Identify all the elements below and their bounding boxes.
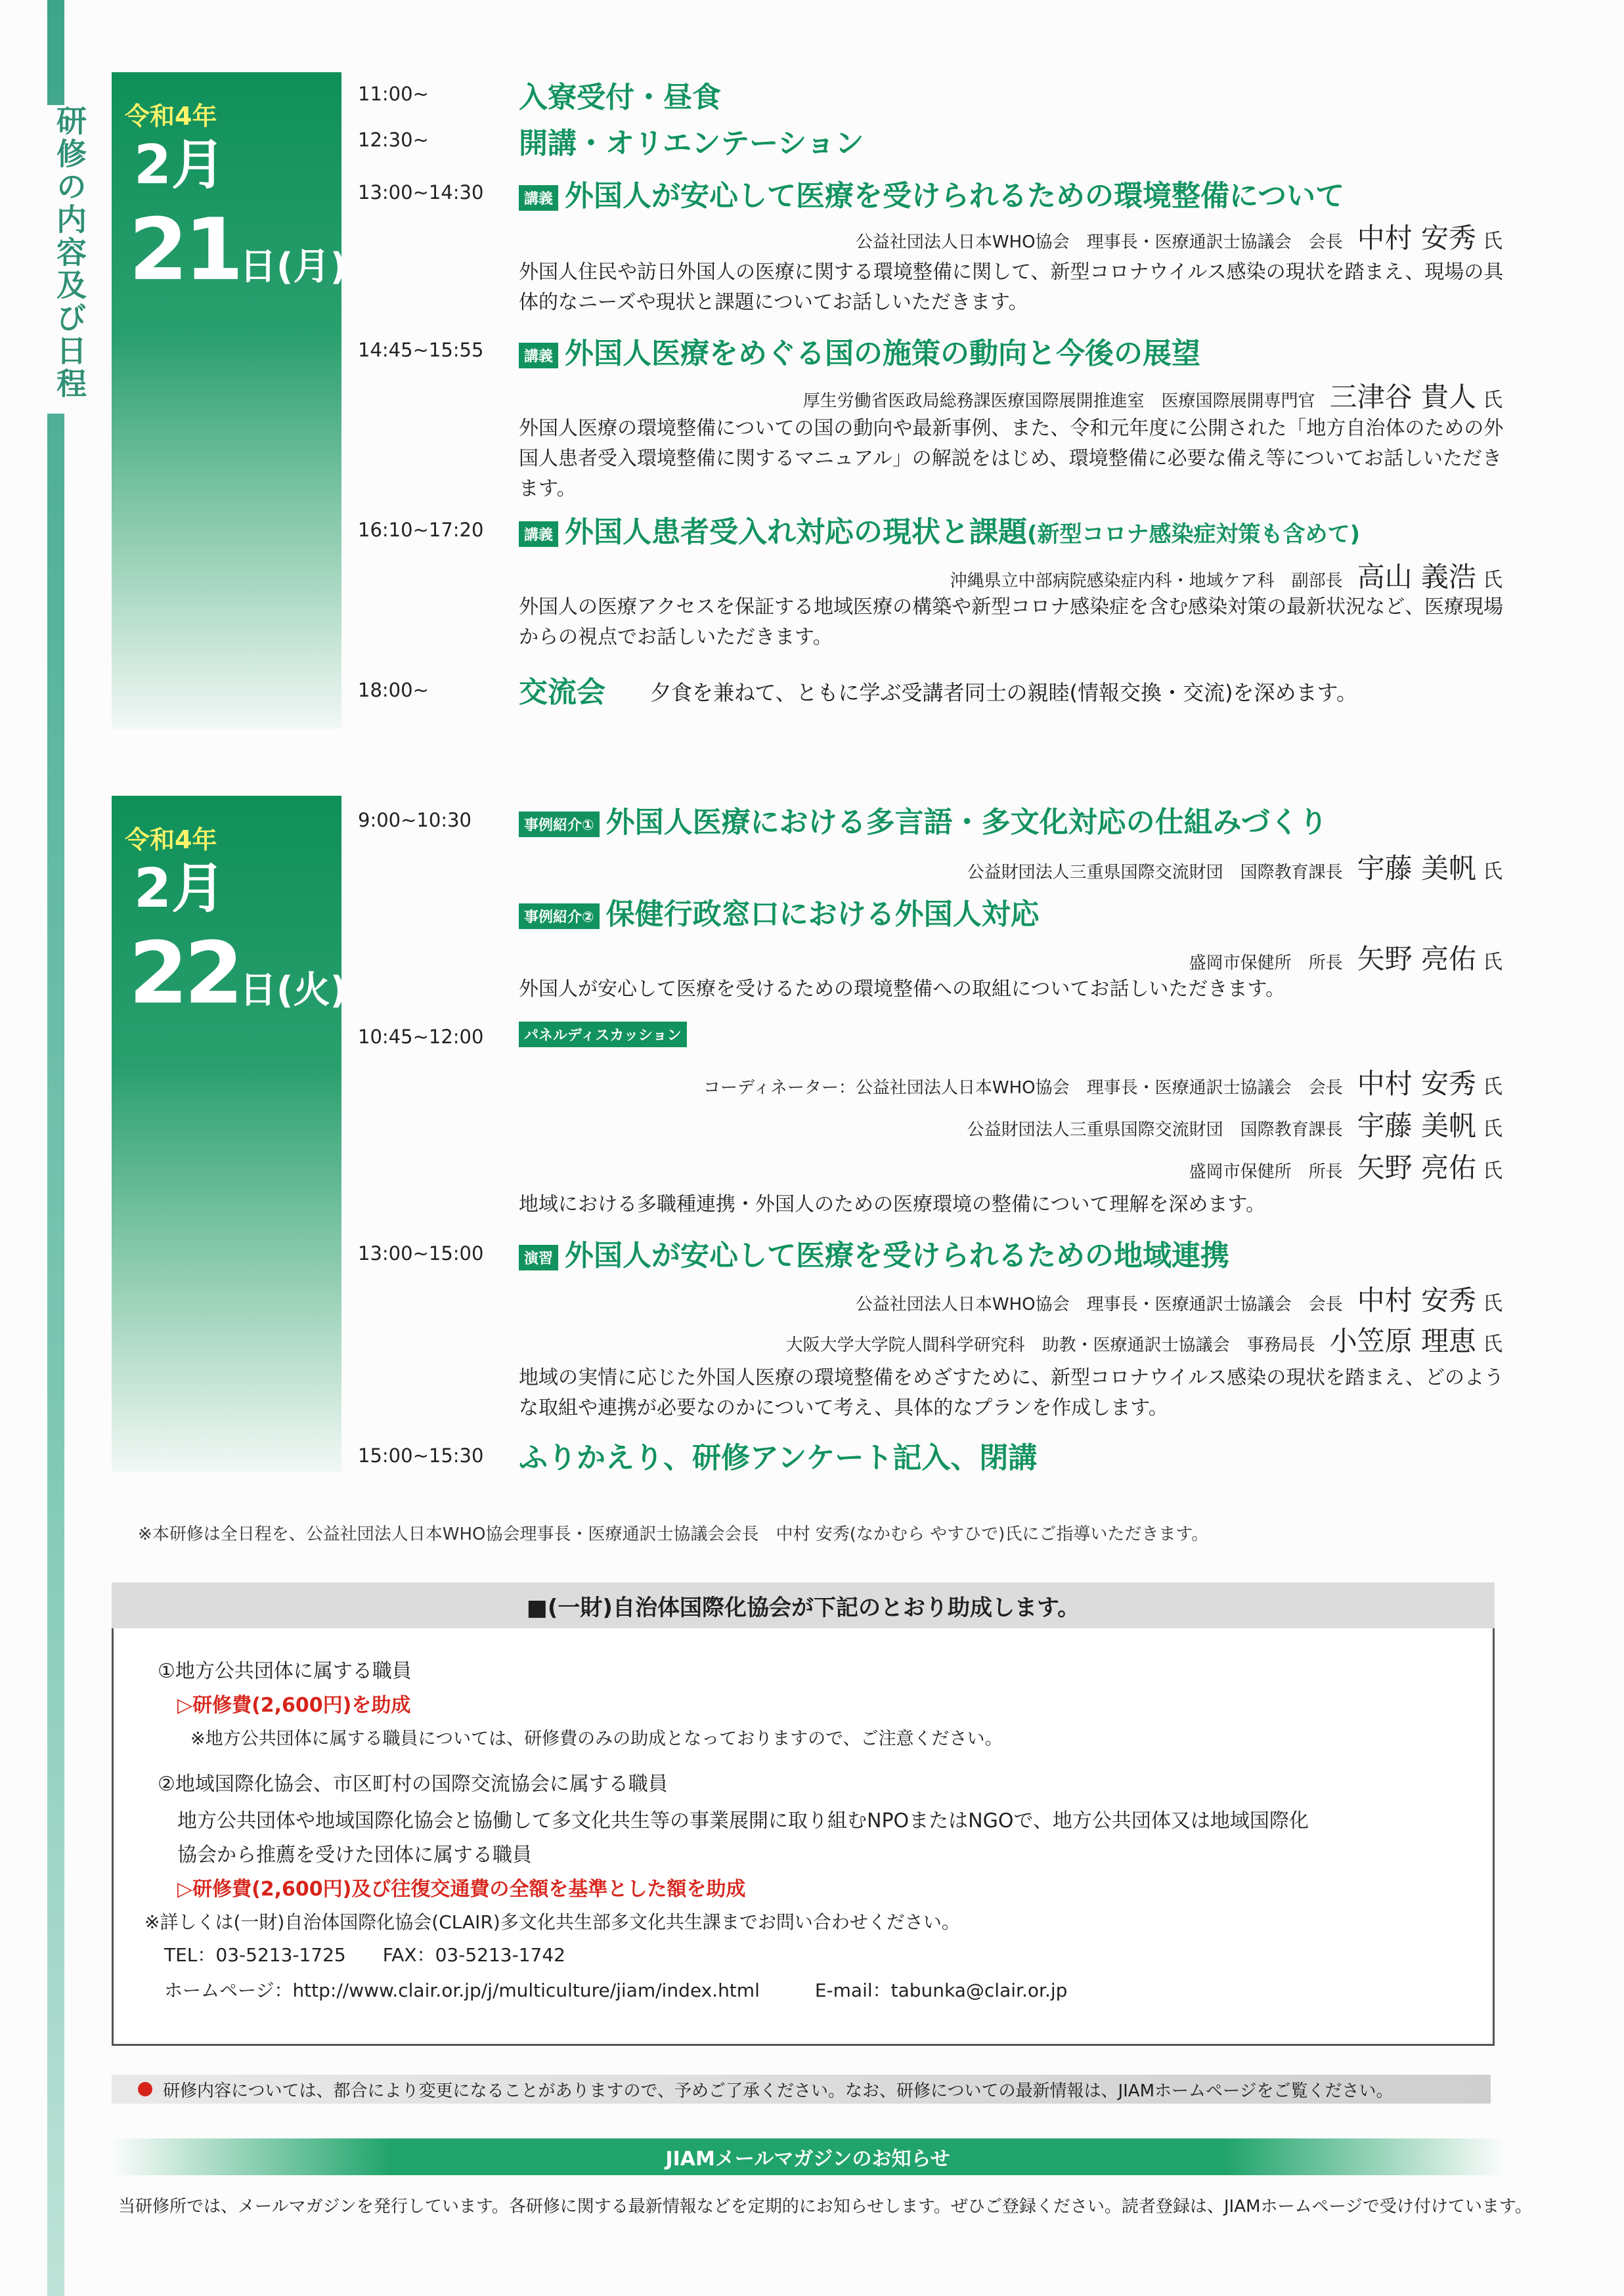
time-label: 12:30~ bbox=[358, 129, 429, 151]
subsidy-item2-amount: ▷研修費(2,600円)及び往復交通費の全額を基準とした額を助成 bbox=[177, 1878, 746, 1901]
schedule-title: 交流会 bbox=[519, 676, 605, 709]
mail-magazine-text: 当研修所では、メールマガジンを発行しています。各研修に関する最新情報などを定期的にお知らせします。ぜひご登録ください。読者登録は、JIAMホームページで受け付けています。 bbox=[118, 2197, 1532, 2217]
session-title: 講義 外国人患者受入れ対応の現状と課題(新型コロナ感染症対策も含めて) bbox=[519, 508, 1360, 550]
subsidy-item2-line2: 協会から推薦を受けた団体に属する職員 bbox=[177, 1844, 532, 1867]
subsidy-web: ホームページ：http://www.clair.or.jp/j/multiculture/jiam/index.html E-mail：tabunka@clair.or.jp bbox=[164, 1980, 1068, 2001]
session-description: 外国人が安心して医療を受けるための環境整備への取組についてお話しいただきます。 bbox=[519, 978, 1285, 1001]
session-title: 演習 外国人が安心して医療を受けられるための地域連携 bbox=[519, 1232, 1229, 1274]
day2-day: 22日(火) bbox=[129, 923, 347, 1023]
subsidy-item2-line1: 地方公共団体や地域国際化協会と協働して多文化共生等の事業展開に取り組むNPOまたはNGOで、地方公共団体又は地域国際化 bbox=[177, 1809, 1309, 1832]
speaker-line: 厚生労働省医政局総務課医療国際展開推進室 医療国際展開専門官 三津谷 貴人 氏 bbox=[802, 381, 1503, 413]
subsidy-heading: ■(一財)自治体国際化協会が下記のとおり助成します。 bbox=[112, 1582, 1495, 1628]
side-label-box bbox=[46, 105, 93, 414]
panel-description: 地域における多職種連携・外国人のための医療環境の整備について理解を深めます。 bbox=[519, 1193, 1265, 1216]
day2-era: 令和4年 bbox=[125, 825, 217, 854]
subsidy-item1-amount: ▷研修費(2,600円)を助成 bbox=[177, 1694, 411, 1717]
guidance-note: ※本研修は全日程を、公益社団法人日本WHO協会理事長・医療通訳士協議会会長 中村 安秀(なかむら やすひで)氏にご指導いただきます。 bbox=[138, 1525, 1209, 1544]
session-title: 事例紹介① 外国人医療における多言語・多文化対応の仕組みづくり bbox=[519, 798, 1328, 840]
day1-month: 2月 bbox=[134, 134, 226, 196]
red-dot-icon bbox=[138, 2082, 152, 2096]
info-bar bbox=[112, 2075, 1491, 2104]
session-description: 外国人医療の環境整備についての国の動向や最新事例、また、令和元年度に公開された「地方自治体のための外国人患者受入環境整備に関するマニュアル」の解説をはじめ、環境整備に必要な備え等についてお話しいただきます。 bbox=[519, 417, 1504, 500]
time-label: 18:00~ bbox=[358, 679, 429, 701]
subsidy-item1: ①地方公共団体に属する職員 bbox=[158, 1660, 412, 1683]
subsidy-item1-note: ※地方公共団体に属する職員については、研修費のみの助成となっておりますので、ご注意ください。 bbox=[190, 1729, 1003, 1749]
day2-date-band bbox=[112, 796, 347, 1472]
info-text: 研修内容については、都合により変更になることがありますので、予めご了承ください。なお、研修についての最新情報は、JIAMホームページをご覧ください。 bbox=[163, 2081, 1394, 2101]
time-label: 13:00~15:00 bbox=[358, 1242, 484, 1265]
session-tag: 演習 bbox=[519, 1245, 558, 1270]
day1-date-band bbox=[112, 72, 347, 729]
session-title: 講義 外国人医療をめぐる国の施策の動向と今後の展望 bbox=[519, 330, 1200, 372]
panel-tag: パネルディスカッション bbox=[519, 1022, 693, 1047]
speaker-line: コーディネーター：公益社団法人日本WHO協会 理事長・医療通訳士協議会 会長 中村 安秀 氏 bbox=[703, 1068, 1503, 1100]
time-label: 11:00~ bbox=[358, 83, 429, 105]
day1-era: 令和4年 bbox=[125, 102, 217, 131]
schedule-title: ふりかえり、研修アンケート記入、閉講 bbox=[519, 1441, 1038, 1475]
speaker-line: 公益社団法人日本WHO協会 理事長・医療通訳士協議会 会長 中村 安秀 氏 bbox=[855, 222, 1503, 254]
session-tag: 講義 bbox=[519, 343, 558, 368]
mail-magazine-heading: JIAMメールマガジンのお知らせ bbox=[112, 2138, 1504, 2175]
subsidy-contact: ※詳しくは(一財)自治体国際化協会(CLAIR)多文化共生部多文化共生課までお問い合わせください。 bbox=[144, 1911, 960, 1933]
session-description: 地域の実情に応じた外国人医療の環境整備をめざすために、新型コロナウイルス感染の現状を踏まえ、どのような取組や連携が必要なのかについて考え、具体的なプランを作成します。 bbox=[519, 1366, 1504, 1419]
speaker-line: 公益社団法人日本WHO協会 理事長・医療通訳士協議会 会長 中村 安秀 氏 bbox=[855, 1284, 1503, 1316]
session-title: 事例紹介② 保健行政窓口における外国人対応 bbox=[519, 890, 1040, 932]
session-tag: 事例紹介② bbox=[519, 903, 600, 929]
speaker-line: 沖縄県立中部病院感染症内科・地域ケア科 副部長 高山 義浩 氏 bbox=[950, 561, 1503, 593]
speaker-line: 盛岡市保健所 所長 矢野 亮佑 氏 bbox=[1189, 1152, 1503, 1184]
session-tag: 講義 bbox=[519, 521, 558, 547]
time-label: 10:45~12:00 bbox=[358, 1026, 484, 1048]
time-label: 13:00~14:30 bbox=[358, 181, 484, 204]
speaker-line: 公益財団法人三重県国際交流財団 国際教育課長 宇藤 美帆 氏 bbox=[967, 1110, 1503, 1142]
speaker-line: 盛岡市保健所 所長 矢野 亮佑 氏 bbox=[1189, 943, 1503, 975]
time-label: 14:45~15:55 bbox=[358, 339, 484, 361]
subsidy-tel: TEL：03-5213-1725 FAX：03-5213-1742 bbox=[164, 1944, 565, 1966]
speaker-line: 大阪大学大学院人間科学研究科 助教・医療通訳士協議会 事務局長 小笠原 理恵 氏 bbox=[785, 1325, 1503, 1357]
time-label: 16:10~17:20 bbox=[358, 519, 484, 541]
session-description: 外国人の医療アクセスを保証する地域医療の構築や新型コロナ感染症を含む感染対策の最新状況など、医療現場からの視点でお話しいただきます。 bbox=[519, 596, 1504, 649]
time-label: 9:00~10:30 bbox=[358, 809, 472, 831]
session-description: 外国人住民や訪日外国人の医療に関する環境整備に関して、新型コロナウイルス感染の現状を踏まえ、現場の具体的なニーズや現状と課題についてお話しいただきます。 bbox=[519, 261, 1504, 314]
session-tag: 講義 bbox=[519, 185, 558, 211]
day1-day: 21日(月) bbox=[129, 200, 347, 299]
schedule-title: 入寮受付・昼食 bbox=[519, 81, 721, 114]
side-label: 研修の内容及び日程 bbox=[52, 105, 87, 401]
schedule-description: 夕食を兼ねて、ともに学ぶ受講者同士の親睦(情報交換・交流)を深めます。 bbox=[650, 680, 1357, 705]
session-tag: 事例紹介① bbox=[519, 812, 600, 837]
time-label: 15:00~15:30 bbox=[358, 1444, 484, 1467]
session-title: 講義 外国人が安心して医療を受けられるための環境整備について bbox=[519, 172, 1344, 214]
schedule-title: 開講・オリエンテーション bbox=[519, 127, 864, 160]
subsidy-item2: ②地域国際化協会、市区町村の国際交流協会に属する職員 bbox=[158, 1773, 668, 1796]
speaker-line: 公益財団法人三重県国際交流財団 国際教育課長 宇藤 美帆 氏 bbox=[967, 852, 1503, 884]
day2-month: 2月 bbox=[134, 857, 226, 920]
